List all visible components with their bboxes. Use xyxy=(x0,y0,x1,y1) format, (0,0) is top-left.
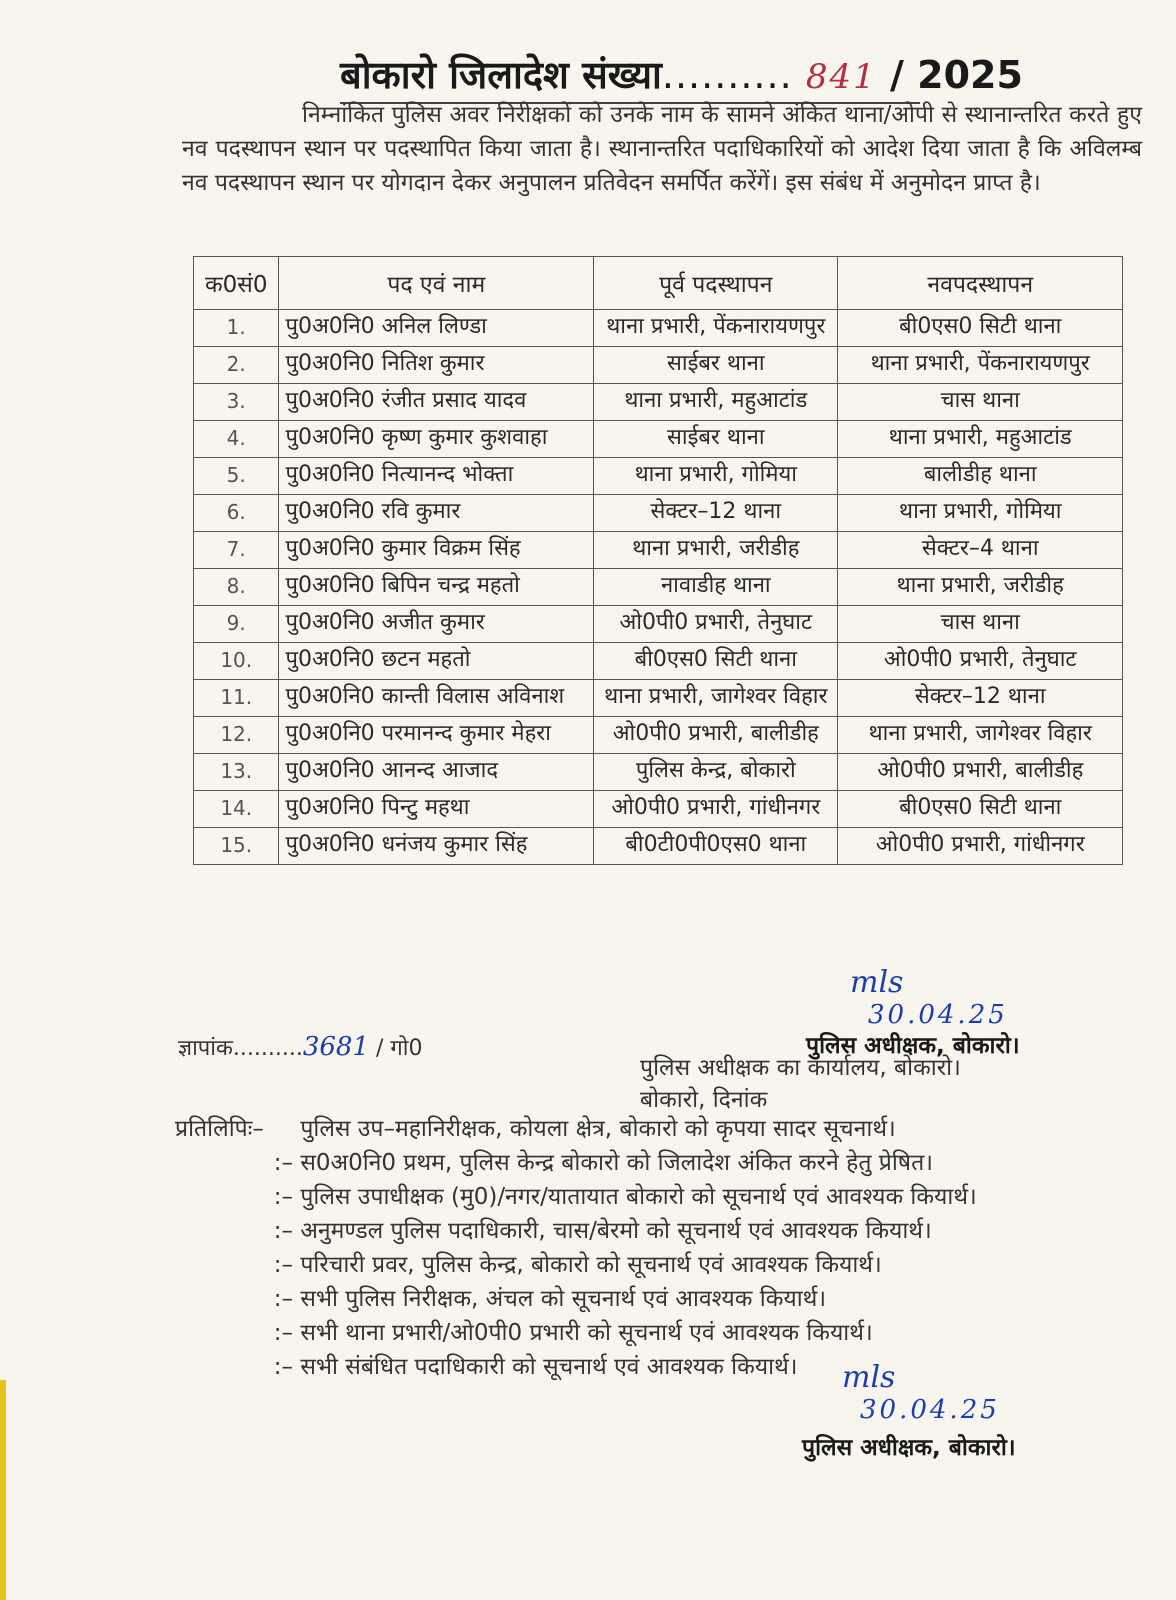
office-line-2: बोकारो, दिनांक xyxy=(640,1087,768,1113)
cell-serial: 13. xyxy=(194,754,279,791)
office-line-1: पुलिस अधीक्षक का कार्यालय, बोकारो। xyxy=(640,1055,961,1081)
memo-number: 3681 xyxy=(302,1032,369,1062)
cell-serial: 11. xyxy=(194,680,279,717)
table-row xyxy=(194,717,1123,754)
table-row xyxy=(194,532,1123,569)
cell-previous-posting: ओ0पी0 प्रभारी, तेनुघाट xyxy=(594,606,838,643)
cell-name: पु0अ0नि0 बिपिन चन्द्र महतो xyxy=(279,569,594,606)
cell-name: पु0अ0नि0 रंजीत प्रसाद यादव xyxy=(279,384,594,421)
cell-previous-posting: थाना प्रभारी, गोमिया xyxy=(594,458,838,495)
cell-previous-posting: थाना प्रभारी, महुआटांड xyxy=(594,384,838,421)
cell-name: पु0अ0नि0 पिन्टु महथा xyxy=(279,791,594,828)
copy-list-item xyxy=(175,1180,977,1214)
table-row xyxy=(194,643,1123,680)
title-suffix: / 2025 xyxy=(890,53,1023,97)
cell-name: पु0अ0नि0 कान्ती विलास अविनाश xyxy=(279,680,594,717)
cell-name: पु0अ0नि0 नित्यानन्द भोक्ता xyxy=(279,458,594,495)
cell-serial: 5. xyxy=(194,458,279,495)
cell-serial: 12. xyxy=(194,717,279,754)
copy-list xyxy=(175,1112,977,1384)
cell-name: पु0अ0नि0 नितिश कुमार xyxy=(279,347,594,384)
cell-previous-posting: साईबर थाना xyxy=(594,347,838,384)
cell-name: पु0अ0नि0 आनन्द आजाद xyxy=(279,754,594,791)
table-row xyxy=(194,384,1123,421)
copy-list-item xyxy=(175,1214,977,1248)
header-new-posting: नवपदस्थापन xyxy=(838,257,1123,310)
cell-serial: 9. xyxy=(194,606,279,643)
cell-previous-posting: थाना प्रभारी, जरीडीह xyxy=(594,532,838,569)
cell-new-posting: बी0एस0 सिटी थाना xyxy=(838,310,1123,347)
copy-item-text: परिचारी प्रवर, पुलिस केन्द्र, बोकारो को सूचनार्थ एवं आवश्यक कियार्थ। xyxy=(300,1252,882,1278)
cell-name: पु0अ0नि0 कृष्ण कुमार कुशवाहा xyxy=(279,421,594,458)
table-row xyxy=(194,828,1123,865)
copy-item-prefix: :– xyxy=(273,1354,293,1380)
copy-item-prefix: :– xyxy=(273,1218,293,1244)
sp-designation-2: पुलिस अधीक्षक, बोकारो। xyxy=(802,1435,1016,1461)
cell-new-posting: थाना प्रभारी, जरीडीह xyxy=(838,569,1123,606)
signature-2-date: 30.04.25 xyxy=(860,1395,1000,1425)
cell-serial: 6. xyxy=(194,495,279,532)
copy-item-prefix: :– xyxy=(273,1320,293,1346)
cell-previous-posting: ओ0पी0 प्रभारी, बालीडीह xyxy=(594,717,838,754)
cell-name: पु0अ0नि0 रवि कुमार xyxy=(279,495,594,532)
cell-name: पु0अ0नि0 परमानन्द कुमार मेहरा xyxy=(279,717,594,754)
copy-item-text: स0अ0नि0 प्रथम, पुलिस केन्द्र बोकारो को जिलादेश अंकित करने हेतु प्रेषित। xyxy=(300,1150,933,1176)
cell-new-posting: ओ0पी0 प्रभारी, गांधीनगर xyxy=(838,828,1123,865)
cell-serial: 10. xyxy=(194,643,279,680)
cell-name: पु0अ0नि0 अनिल लिण्डा xyxy=(279,310,594,347)
memo-dots: .......... xyxy=(232,1036,303,1061)
cell-new-posting: थाना प्रभारी, गोमिया xyxy=(838,495,1123,532)
copy-item-prefix: :– xyxy=(273,1286,293,1312)
header-serial: क0सं0 xyxy=(194,257,279,310)
table-row xyxy=(194,421,1123,458)
cell-serial: 8. xyxy=(194,569,279,606)
table-row xyxy=(194,791,1123,828)
cell-new-posting: सेक्टर–4 थाना xyxy=(838,532,1123,569)
cell-new-posting: ओ0पी0 प्रभारी, तेनुघाट xyxy=(838,643,1123,680)
intro-paragraph: निम्नांकित पुलिस अवर निरीक्षकों को उनके नाम के सामने अंकित थाना/ओपी से स्थानान्तरित करते हुए नव पदस्थापन स्थान पर पदस्थापित किया जाता है। स्थानान्तरित पदाधिकारियों को आदेश दिया जाता है कि अविलम्ब नव पदस्थापन स्थान पर योगदान देकर अनुपालन प्रतिवेदन समर्पित करेंगें। इस संबंध में अनुमोदन प्राप्त है। xyxy=(182,102,1142,196)
cell-previous-posting: बी0एस0 सिटी थाना xyxy=(594,643,838,680)
cell-new-posting: चास थाना xyxy=(838,384,1123,421)
table-row xyxy=(194,754,1123,791)
header-name: पद एवं नाम xyxy=(279,257,594,310)
cell-serial: 2. xyxy=(194,347,279,384)
copy-item-text: सभी थाना प्रभारी/ओ0पी0 प्रभारी को सूचनार्थ एवं आवश्यक कियार्थ। xyxy=(300,1320,873,1346)
table-row xyxy=(194,606,1123,643)
title-prefix: बोकारो जिलादेश संख्या xyxy=(340,53,662,97)
cell-new-posting: सेक्टर–12 थाना xyxy=(838,680,1123,717)
cell-serial: 3. xyxy=(194,384,279,421)
table-row xyxy=(194,495,1123,532)
table-body xyxy=(194,310,1123,865)
table-row xyxy=(194,310,1123,347)
copy-list-item xyxy=(175,1282,977,1316)
table-row xyxy=(194,569,1123,606)
cell-previous-posting: थाना प्रभारी, पेंकनारायणपुर xyxy=(594,310,838,347)
table-header-row xyxy=(194,257,1123,310)
cell-name: पु0अ0नि0 छटन महतो xyxy=(279,643,594,680)
copy-item-text: पुलिस उप–महानिरीक्षक, कोयला क्षेत्र, बोकारो को कृपया सादर सूचनार्थ। xyxy=(300,1116,896,1142)
cell-serial: 1. xyxy=(194,310,279,347)
memo-suffix: / गो0 xyxy=(376,1036,423,1061)
copy-item-prefix: :– xyxy=(273,1150,293,1176)
signature-2-mark: mls xyxy=(842,1360,896,1395)
signature-1 xyxy=(850,965,1008,1030)
header-previous-posting: पूर्व पदस्थापन xyxy=(594,257,838,310)
cell-previous-posting: साईबर थाना xyxy=(594,421,838,458)
cell-serial: 4. xyxy=(194,421,279,458)
signature-1-mark: mls xyxy=(850,965,904,1000)
cell-new-posting: बी0एस0 सिटी थाना xyxy=(838,791,1123,828)
copy-item-text: सभी पुलिस निरीक्षक, अंचल को सूचनार्थ एवं आवश्यक कियार्थ। xyxy=(300,1286,827,1312)
table-row xyxy=(194,458,1123,495)
cell-name: पु0अ0नि0 धनंजय कुमार सिंह xyxy=(279,828,594,865)
cell-serial: 15. xyxy=(194,828,279,865)
copy-item-text: सभी संबंधित पदाधिकारी को सूचनार्थ एवं आवश्यक कियार्थ। xyxy=(300,1354,798,1380)
copy-item-prefix: :– xyxy=(273,1184,293,1210)
cell-previous-posting: ओ0पी0 प्रभारी, गांधीनगर xyxy=(594,791,838,828)
cell-previous-posting: थाना प्रभारी, जागेश्वर विहार xyxy=(594,680,838,717)
table-row xyxy=(194,347,1123,384)
order-title xyxy=(340,48,1023,104)
page-edge-strip xyxy=(0,1380,6,1600)
cell-new-posting: चास थाना xyxy=(838,606,1123,643)
transfer-table xyxy=(193,256,1123,865)
memo-line xyxy=(178,1032,423,1062)
cell-previous-posting: बी0टी0पी0एस0 थाना xyxy=(594,828,838,865)
cell-name: पु0अ0नि0 कुमार विक्रम सिंह xyxy=(279,532,594,569)
order-number: 841 xyxy=(805,57,877,97)
office-block xyxy=(640,1052,961,1116)
title-dots: .......... xyxy=(661,53,793,97)
cell-serial: 14. xyxy=(194,791,279,828)
cell-new-posting: ओ0पी0 प्रभारी, बालीडीह xyxy=(838,754,1123,791)
cell-previous-posting: सेक्टर–12 थाना xyxy=(594,495,838,532)
cell-new-posting: बालीडीह थाना xyxy=(838,458,1123,495)
table-row xyxy=(194,680,1123,717)
copy-list-item xyxy=(175,1146,977,1180)
copy-label: प्रतिलिपिः– xyxy=(175,1116,264,1142)
cell-new-posting: थाना प्रभारी, जागेश्वर विहार xyxy=(838,717,1123,754)
cell-new-posting: थाना प्रभारी, महुआटांड xyxy=(838,421,1123,458)
cell-previous-posting: नावाडीह थाना xyxy=(594,569,838,606)
cell-new-posting: थाना प्रभारी, पेंकनारायणपुर xyxy=(838,347,1123,384)
memo-label: ज्ञापांक xyxy=(178,1036,233,1061)
copy-item-text: अनुमण्डल पुलिस पदाधिकारी, चास/बेरमो को सूचनार्थ एवं आवश्यक कियार्थ। xyxy=(300,1218,932,1244)
cell-name: पु0अ0नि0 अजीत कुमार xyxy=(279,606,594,643)
cell-previous-posting: पुलिस केन्द्र, बोकारो xyxy=(594,754,838,791)
copy-list-item xyxy=(175,1112,977,1146)
signature-2 xyxy=(842,1360,1000,1425)
sp-designation-1: पुलिस अधीक्षक, बोकारो। xyxy=(806,1033,1020,1059)
copy-item-text: पुलिस उपाधीक्षक (मु0)/नगर/यातायात बोकारो को सूचनार्थ एवं आवश्यक कियार्थ। xyxy=(300,1184,977,1210)
copy-list-item xyxy=(175,1316,977,1350)
copy-list-item xyxy=(175,1248,977,1282)
copy-item-prefix: :– xyxy=(273,1252,293,1278)
signature-1-date: 30.04.25 xyxy=(868,1000,1008,1030)
cell-serial: 7. xyxy=(194,532,279,569)
